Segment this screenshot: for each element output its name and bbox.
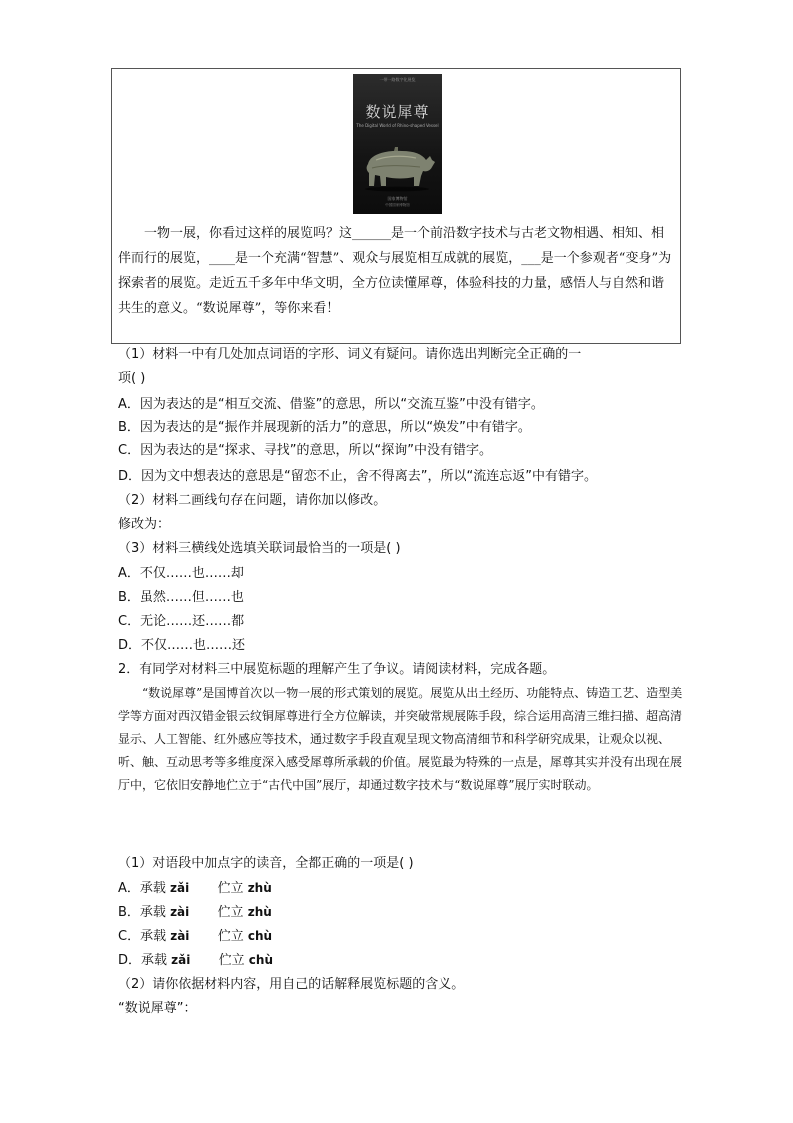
section-2-material-block [118,682,684,797]
material-paragraph-block [118,221,674,321]
q2-answer-label: 修改为： [118,517,171,532]
q3-option-d: D．不仅……也……还 [118,638,246,653]
section-2-material: “数说犀尊”是国博首次以一物一展的形式策划的展览。展览从出土经历、功能特点、铸造工艺、造型美学等方面对西汉错金银云纹铜犀尊进行全方位解读，并突破常规展陈手段，综合运用高清三维扫描、超高清显示、人工智能、红外感应等技术，通过数字手段直观呈现文物高清细节和科学研究成果，让观众以视、听、触、互动思考等多维度深入感受犀尊所承载的价值。展览最为特殊的一点是，犀尊其实并没有出现在展厅中，它依旧安静地伫立于“古代中国”展厅，却通过数字技术与“数说犀尊”展厅实时联动。 [118,686,683,792]
s2-q2-stem: （2）请你依据材料内容，用自己的话解释展览标题的含义。 [118,977,465,992]
s2-q2-answer-label: “数说犀尊”： [118,1001,197,1016]
q1-option-c: C．因为表达的是“探求、寻找”的意思，所以“探询”中没有错字。 [118,443,493,458]
q1-option-b: B．因为表达的是“振作并展现新的活力”的意思，所以“焕发”中有错字。 [118,420,531,435]
section-2-heading: 2．有同学对材料三中展览标题的理解产生了争议。请阅读材料，完成各题。 [118,662,556,677]
q1-option-d: D．因为文中想表达的意思是“留恋不止，舍不得离去”，所以“流连忘返”中有错字。 [118,469,597,484]
q2-stem: （2）材料二画线句存在问题，请你加以修改。 [118,493,387,508]
s2-q1-option-b: B．承载 zài 伫立 zhù [118,905,272,920]
s2-q1-stem: （1）对语段中加点字的读音，全都正确的一项是( ) [118,856,414,871]
poster-footer-line-1: 国家博物馆 [387,196,408,201]
rhino-vessel-image [356,140,439,192]
poster-title: 数说犀尊 [365,103,430,121]
poster-subtitle: The Digital World of Rhino-shaped Vessel [356,123,439,128]
material-box [111,68,681,344]
exhibition-poster [353,74,442,214]
q1-option-a: A．因为表达的是“相互交流、借鉴”的意思，所以“交流互鉴”中没有错字。 [118,397,544,412]
q3-option-b: B．虽然……但……也 [118,590,244,605]
s2-q1-option-c: C．承载 zài 伫立 chù [118,929,273,944]
poster-top-text: 一带一路数字化展览 [379,77,416,82]
s2-q1-option-d: D．承载 zǎi 伫立 chù [118,953,273,968]
s2-q1-option-a: A．承载 zǎi 伫立 zhù [118,881,272,896]
q3-stem: （3）材料三横线处选填关联词最恰当的一项是( ) [118,541,401,556]
poster-footer-line-2: 中国国家博物馆 [385,203,410,207]
q3-option-a: A．不仅……也……却 [118,566,244,581]
q1-stem-line-1: （1）材料一中有几处加点词语的字形、词义有疑问。请你选出判断完全正确的一 [118,347,582,362]
q3-option-c: C．无论……还……都 [118,614,245,629]
material-paragraph: 一物一展，你看过这样的展览吗？这______是一个前沿数字技术与古老文物相遇、相知、相伴而行的展览，____是一个充满“智慧”、观众与展览相互成就的展览，___是一个参观者“变身”为探索者的展览。走近五千多年中华文明，全方位读懂犀尊，体验科技的力量，感悟人与自然和谐共生的意义。“数说犀尊”，等你来看！ [118,226,672,316]
q1-stem-line-2: 项( ) [118,371,146,386]
